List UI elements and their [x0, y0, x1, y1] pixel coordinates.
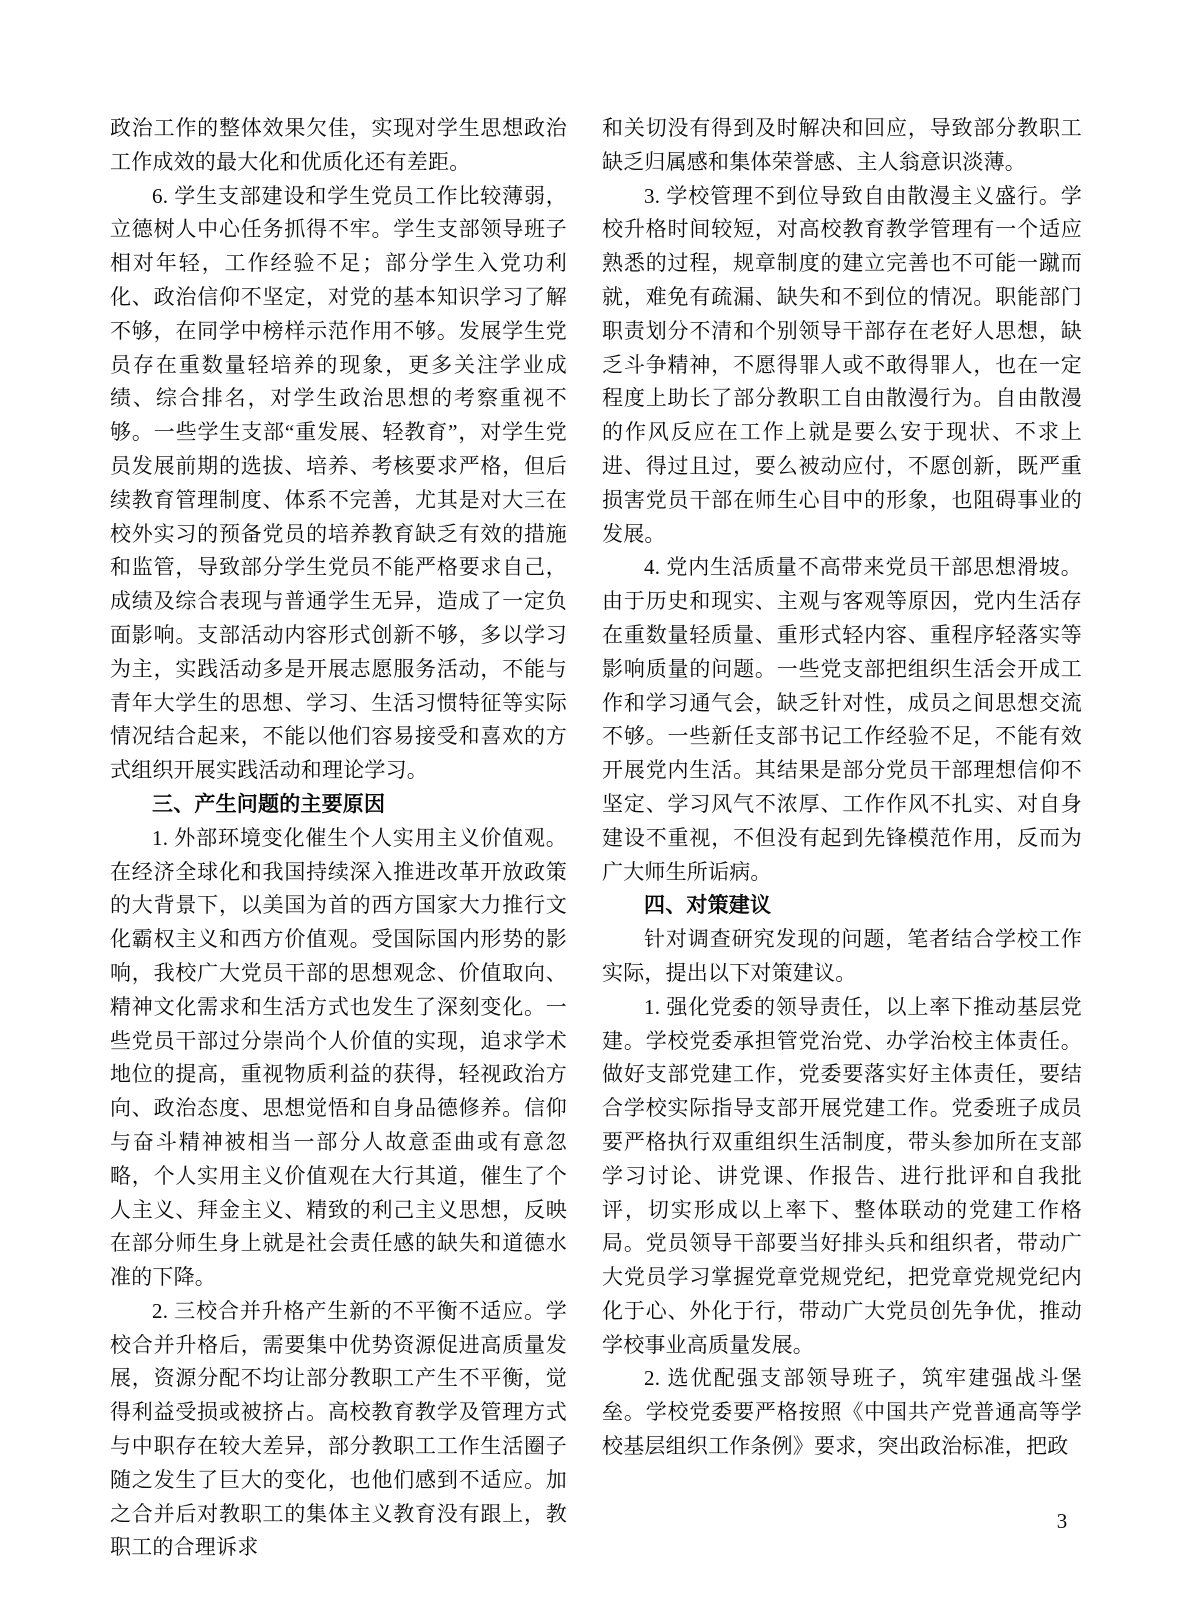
body-paragraph: 1. 强化党委的领导责任，以上率下推动基层党建。学校党委承担管党治党、办学治校主体责任。做好支部党建工作，党委要落实好主体责任，要结合学校实际指导支部开展党建工作。党委班子成员要严格执行双重组织生活制度，带头参加所在支部学习讨论、讲党课、作报告、进行批评和自我批评，切实形成以上率下、整体联动的党建工作格局。党员领导干部要当好排头兵和组织者，带动广大党员学习掌握党章党规党纪，把党章党规党纪内化于心、外化于行，带动广大党员创先争优，推动学校事业高质量发展。	[602, 994, 1082, 1357]
body-paragraph: 3. 学校管理不到位导致自由散漫主义盛行。学校升格时间较短，对高校教育教学管理有一个适应熟悉的过程，规章制度的建立完善也不可能一蹴而就，难免有疏漏、缺失和不到位的情况。职能部门职责划分不清和个别领导干部存在老好人思想，缺乏斗争精神，不愿得罪人或不敢得罪人，也在一定程度上助长了部分教职工自由散漫行为。自由散漫的作风反应在工作上就是要么安于现状、不求上进、得过且过，要么被动应付，不愿创新，既严重损害党员干部在师生心目中的形象，也阻碍事业的发展。	[602, 183, 1082, 546]
body-paragraph: 针对调查研究发现的问题，笔者结合学校工作实际，提出以下对策建议。	[602, 927, 1082, 985]
body-paragraph: 2. 选优配强支部领导班子，筑牢建强战斗堡垒。学校党委要严格按照《中国共产党普通高等学校基层组织工作条例》要求，突出政治标准，把政	[602, 1366, 1082, 1459]
page-number: 3	[1056, 1509, 1068, 1533]
section-heading: 四、对策建议	[644, 894, 772, 918]
body-paragraph: 1. 外部环境变化催生个人实用主义价值观。在经济全球化和我国持续深入推进改革开放政策的大背景下，以美国为首的西方国家大力推行文化霸权主义和西方价值观。受国际国内形势的影响，我校广大党员干部的思想观念、价值取向、精神文化需求和生活方式也发生了深刻变化。一些党员干部过分崇尚个人价值的实现，追求学术地位的提高，重视物质利益的获得，轻视政治方向、政治态度、思想觉悟和自身品德修养。信仰与奋斗精神被相当一部分人故意歪曲或有意忽略，个人实用主义价值观在大行其道，催生了个人主义、拜金主义、精致的利己主义思想，反映在部分师生身上就是社会责任感的缺失和道德水准的下降。	[110, 825, 567, 1290]
left-column	[110, 112, 567, 1565]
body-paragraph: 6. 学生支部建设和学生党员工作比较薄弱，立德树人中心任务抓得不牢。学生支部领导班子相对年轻，工作经验不足；部分学生入党功利化、政治信仰不坚定，对党的基本知识学习了解不够，在同学中榜样示范作用不够。发展学生党员存在重数量轻培养的现象，更多关注学业成绩、综合排名，对学生政治思想的考察重视不够。一些学生支部“重发展、轻教育”，对学生党员发展前期的选拔、培养、考核要求严格，但后续教育管理制度、体系不完善，尤其是对大三在校外实习的预备党员的培养教育缺乏有效的措施和监管，导致部分学生党员不能严格要求自己，成绩及综合表现与普通学生无异，造成了一定负面影响。支部活动内容形式创新不够，多以学习为主，实践活动多是开展志愿服务活动，不能与青年大学生的思想、学习、生活习惯特征等实际情况结合起来，不能以他们容易接受和喜欢的方式组织开展实践活动和理论学习。	[110, 183, 567, 783]
body-paragraph: 和关切没有得到及时解决和回应，导致部分教职工缺乏归属感和集体荣誉感、主人翁意识淡薄。	[602, 116, 1082, 174]
section-heading: 三、产生问题的主要原因	[152, 792, 386, 816]
body-paragraph: 2. 三校合并升格产生新的不平衡不适应。学校合并升格后，需要集中优势资源促进高质量发展，资源分配不均让部分教职工产生不平衡，觉得利益受损或被挤占。高校教育教学及管理方式与中职存在较大差异，部分教职工工作生活圈子随之发生了巨大的变化，也他们感到不适应。加之合并后对教职工的集体主义教育没有跟上，教职工的合理诉求	[110, 1298, 567, 1560]
page-body	[110, 112, 1082, 1565]
body-paragraph: 政治工作的整体效果欠佳，实现对学生思想政治工作成效的最大化和优质化还有差距。	[110, 116, 567, 174]
right-column	[602, 112, 1082, 1565]
body-paragraph: 4. 党内生活质量不高带来党员干部思想滑坡。由于历史和现实、主观与客观等原因，党内生活存在重数量轻质量、重形式轻内容、重程序轻落实等影响质量的问题。一些党支部把组织生活会开成工作和学习通气会，缺乏针对性，成员之间思想交流不够。一些新任支部书记工作经验不足，不能有效开展党内生活。其结果是部分党员干部理想信仰不坚定、学习风气不浓厚、工作作风不扎实、对自身建设不重视，不但没有起到先锋模范作用，反而为广大师生所诟病。	[602, 555, 1082, 884]
